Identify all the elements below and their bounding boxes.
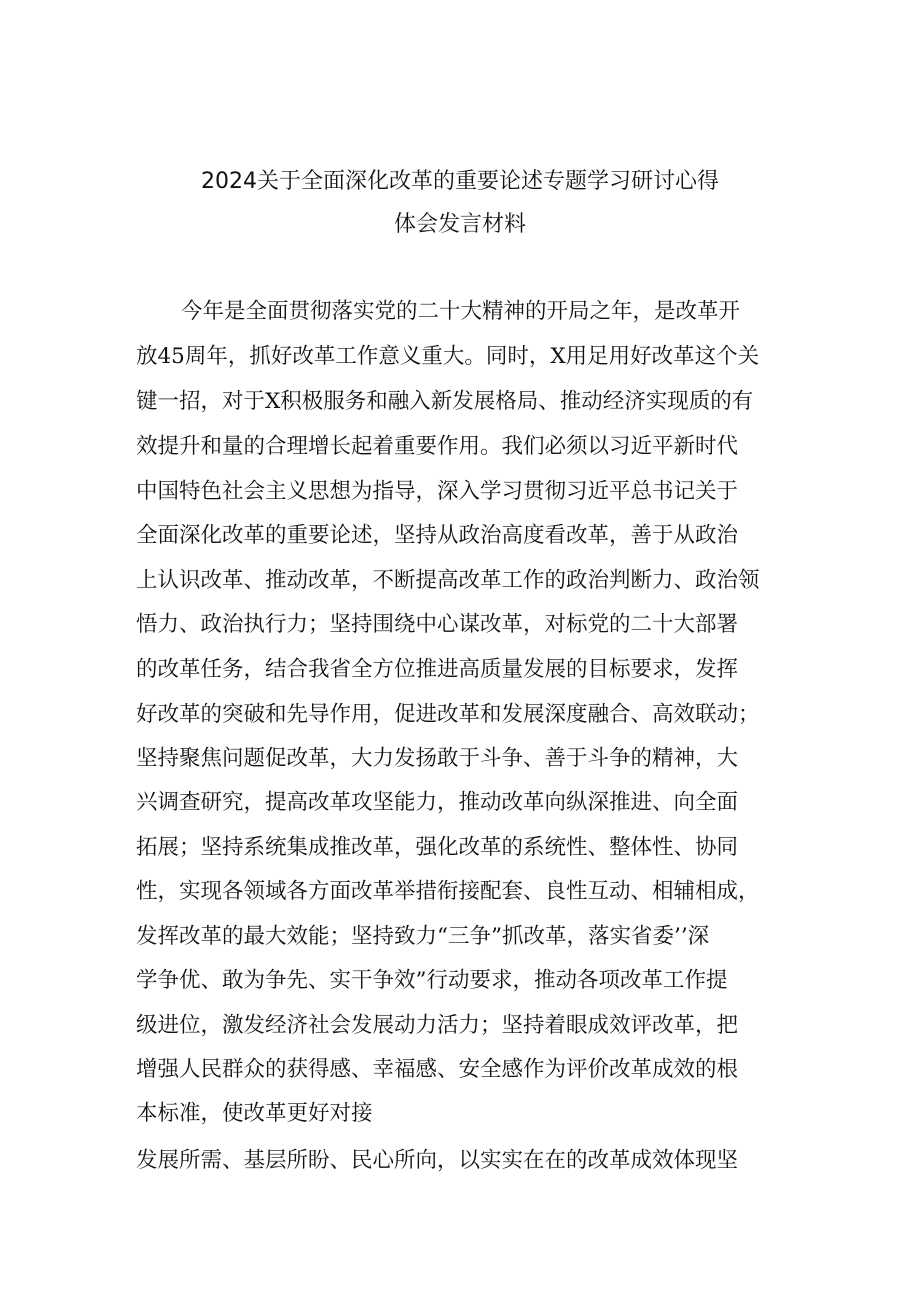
document-title-line-1: 2024关于全面深化改革的重要论述专题学习研讨心得 [201,169,719,194]
paragraph-1-line-9: 的改革任务，结合我省全方位推进高质量发展的目标要求，发挥 [136,657,739,682]
paragraph-1-line-8: 悟力、政治执行力；坚持围绕中心谋改革，对标党的二十大部署 [136,612,739,637]
paragraph-1-line-6: 全面深化改革的重要论述，坚持从政治高度看改革，善于从政治 [136,523,739,548]
paragraph-1-line-14: 性，实现各领域各方面改革举措衔接配套、良性互动、相辅相成， [136,879,760,904]
paragraph-2-line-1: 发展所需、基层所盼、民心所向，以实实在在的改革成效体现坚 [136,1148,739,1173]
paragraph-1-line-11: 坚持聚焦问题促改革，大力发扬敢于斗争、善于斗争的精神，大 [136,746,739,771]
paragraph-1-line-7: 上认识改革、推动改革，不断提高改革工作的政治判断力、政治领 [136,568,760,593]
paragraph-1-line-2: 放45周年，抓好改革工作意义重大。同时，X用足用好改革这个关 [136,344,760,369]
paragraph-1-line-13: 拓展；坚持系统集成推改革，强化改革的系统性、整体性、协同 [136,835,739,860]
paragraph-1-line-18: 增强人民群众的获得感、幸福感、安全感作为评价改革成效的根 [136,1057,739,1082]
document-title-line-2: 体会发言材料 [393,212,526,237]
paragraph-1-line-19: 本标准，使改革更好对接 [136,1101,373,1126]
paragraph-1-line-16: 学争优、敢为争先、实干争效”行动要求，推动各项改革工作提 [136,968,728,993]
paragraph-1-line-3: 键一招，对于X积极服务和融入新发展格局、推动经济实现质的有 [136,389,754,414]
paragraph-1-line-17: 级进位，激发经济社会发展动力活力；坚持着眼成效评改革，把 [136,1013,739,1038]
paragraph-1-line-10: 好改革的突破和先导作用，促进改革和发展深度融合、高效联动； [136,702,760,727]
paragraph-1-line-15: 发挥改革的最大效能；坚持致力“三争”抓改革，落实省委’’深 [136,924,710,949]
paragraph-1-line-5: 中国特色社会主义思想为指导，深入学习贯彻习近平总书记关于 [136,479,739,504]
paragraph-1-line-1: 今年是全面贯彻落实党的二十大精神的开局之年，是改革开 [181,299,741,324]
paragraph-1-line-4: 效提升和量的合理增长起着重要作用。我们必须以习近平新时代 [136,434,739,459]
paragraph-1-line-12: 兴调查研究，提高改革攻坚能力，推动改革向纵深推进、向全面 [136,790,739,815]
